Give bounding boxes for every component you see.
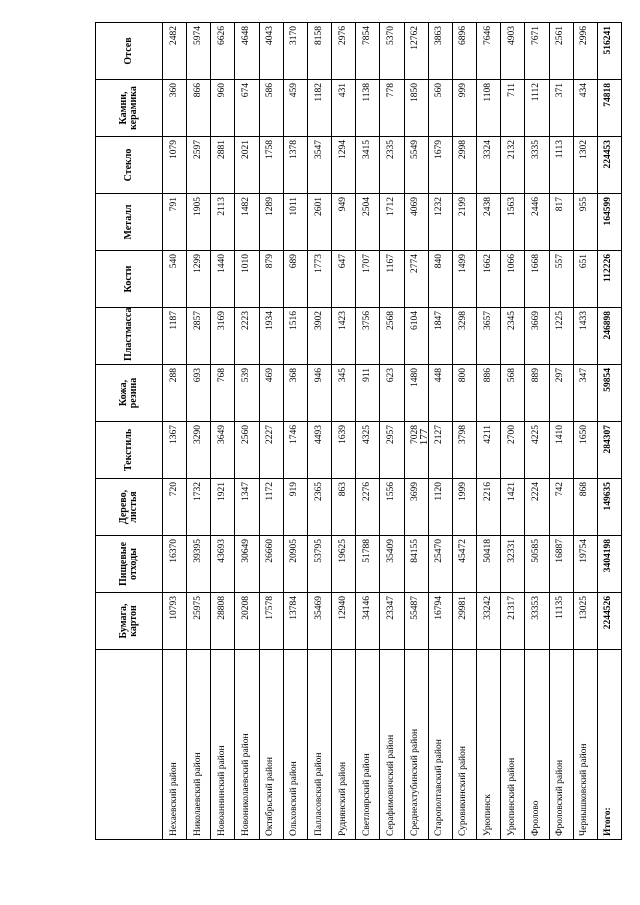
value-cell: 1516	[283, 308, 307, 365]
value-cell: 817	[549, 194, 573, 251]
table-row	[307, 23, 331, 840]
value-cell: 21317	[501, 593, 525, 650]
value-cell: 3699	[404, 479, 428, 536]
rotated-table-box	[95, 26, 622, 840]
value-cell: 1113	[549, 137, 573, 194]
value-cell: 1707	[356, 251, 380, 308]
value-cell: 1662	[477, 251, 501, 308]
value-cell: 2365	[307, 479, 331, 536]
value-cell: 7854	[356, 23, 380, 80]
value-cell: 2132	[501, 137, 525, 194]
value-cell: 2561	[549, 23, 573, 80]
value-cell: 539	[235, 365, 259, 422]
value-cell: 35409	[380, 536, 404, 593]
value-cell: 2216	[477, 479, 501, 536]
value-cell: 1011	[283, 194, 307, 251]
value-cell: 768	[211, 365, 235, 422]
value-cell: 1433	[573, 308, 597, 365]
total-value-cell: 284307	[597, 422, 621, 479]
value-cell: 1712	[380, 194, 404, 251]
value-cell: 1167	[380, 251, 404, 308]
value-cell: 1289	[259, 194, 283, 251]
value-cell: 28808	[211, 593, 235, 650]
value-cell: 1079	[163, 137, 187, 194]
value-cell: 2504	[356, 194, 380, 251]
value-cell: 3902	[307, 308, 331, 365]
value-cell: 2021	[235, 137, 259, 194]
total-value-cell: 149635	[597, 479, 621, 536]
value-cell: 288	[163, 365, 187, 422]
value-cell: 1499	[452, 251, 476, 308]
value-cell: 3669	[525, 308, 549, 365]
total-value-cell: 3404198	[597, 536, 621, 593]
value-cell: 1679	[428, 137, 452, 194]
value-cell: 1668	[525, 251, 549, 308]
value-cell: 434	[573, 80, 597, 137]
value-cell: 4069	[404, 194, 428, 251]
value-cell: 7646	[477, 23, 501, 80]
table-row	[452, 23, 476, 840]
district-name-cell: Новоаннинский район	[211, 650, 235, 840]
header-cell: Пластмасса	[96, 308, 163, 365]
header-cell: Кожа, резина	[96, 365, 163, 422]
table-row	[501, 23, 525, 840]
value-cell: 2560	[235, 422, 259, 479]
value-cell: 10793	[163, 593, 187, 650]
value-cell: 55487	[404, 593, 428, 650]
value-cell: 4493	[307, 422, 331, 479]
total-value-cell: 2244526	[597, 593, 621, 650]
value-cell: 1639	[332, 422, 356, 479]
total-value-cell: 224453	[597, 137, 621, 194]
value-cell: 1758	[259, 137, 283, 194]
value-cell: 25975	[187, 593, 211, 650]
header-cell: Камни, керамика	[96, 80, 163, 137]
district-name-cell: Фролово	[525, 650, 549, 840]
value-cell: 886	[477, 365, 501, 422]
table-row	[283, 23, 307, 840]
value-cell: 5549	[404, 137, 428, 194]
value-cell: 955	[573, 194, 597, 251]
value-cell: 347	[573, 365, 597, 422]
table-row	[235, 23, 259, 840]
total-value-cell: 59854	[597, 365, 621, 422]
value-cell: 5974	[187, 23, 211, 80]
value-cell: 34146	[356, 593, 380, 650]
header-cell: Стекло	[96, 137, 163, 194]
table-row	[259, 23, 283, 840]
table-row	[549, 23, 573, 840]
value-cell: 1999	[452, 479, 476, 536]
value-cell: 1182	[307, 80, 331, 137]
rotated-table-wrapper	[95, 26, 622, 840]
value-cell: 999	[452, 80, 476, 137]
value-cell: 1112	[525, 80, 549, 137]
value-cell: 45472	[452, 536, 476, 593]
header-cell: Металл	[96, 194, 163, 251]
value-cell: 946	[307, 365, 331, 422]
district-name-cell: Новониколаевский район	[235, 650, 259, 840]
value-cell: 11135	[549, 593, 573, 650]
table-row	[332, 23, 356, 840]
value-cell: 50585	[525, 536, 549, 593]
total-label-cell: Итого:	[597, 650, 621, 840]
value-cell: 1302	[573, 137, 597, 194]
value-cell: 540	[163, 251, 187, 308]
value-cell: 8158	[307, 23, 331, 80]
value-cell: 3335	[525, 137, 549, 194]
value-cell: 1225	[549, 308, 573, 365]
page-number: 177	[418, 428, 430, 446]
value-cell: 4903	[501, 23, 525, 80]
total-value-cell: 74818	[597, 80, 621, 137]
value-cell: 866	[187, 80, 211, 137]
value-cell: 919	[283, 479, 307, 536]
value-cell: 1773	[307, 251, 331, 308]
value-cell: 16794	[428, 593, 452, 650]
value-cell: 2601	[307, 194, 331, 251]
value-cell: 19754	[573, 536, 597, 593]
value-cell: 13784	[283, 593, 307, 650]
value-cell: 3649	[211, 422, 235, 479]
total-row	[597, 23, 621, 840]
value-cell: 6626	[211, 23, 235, 80]
value-cell: 863	[332, 479, 356, 536]
total-value-cell: 246898	[597, 308, 621, 365]
value-cell: 2113	[211, 194, 235, 251]
value-cell: 4225	[525, 422, 549, 479]
value-cell: 1921	[211, 479, 235, 536]
value-cell: 33353	[525, 593, 549, 650]
value-cell: 778	[380, 80, 404, 137]
value-cell: 1066	[501, 251, 525, 308]
value-cell: 29981	[452, 593, 476, 650]
value-cell: 2482	[163, 23, 187, 80]
value-cell: 431	[332, 80, 356, 137]
value-cell: 557	[549, 251, 573, 308]
total-value-cell: 112226	[597, 251, 621, 308]
value-cell: 469	[259, 365, 283, 422]
value-cell: 1905	[187, 194, 211, 251]
value-cell: 1847	[428, 308, 452, 365]
value-cell: 742	[549, 479, 573, 536]
value-cell: 568	[501, 365, 525, 422]
value-cell: 35469	[307, 593, 331, 650]
header-cell: Кости	[96, 251, 163, 308]
value-cell: 360	[163, 80, 187, 137]
value-cell: 4325	[356, 422, 380, 479]
value-cell: 791	[163, 194, 187, 251]
value-cell: 12762	[404, 23, 428, 80]
value-cell: 647	[332, 251, 356, 308]
table-row	[187, 23, 211, 840]
value-cell: 2700	[501, 422, 525, 479]
value-cell: 1367	[163, 422, 187, 479]
value-cell: 20208	[235, 593, 259, 650]
value-cell: 1172	[259, 479, 283, 536]
value-cell: 1423	[332, 308, 356, 365]
value-cell: 4211	[477, 422, 501, 479]
value-cell: 960	[211, 80, 235, 137]
value-cell: 1378	[283, 137, 307, 194]
table-row	[356, 23, 380, 840]
value-cell: 3863	[428, 23, 452, 80]
value-cell: 1563	[501, 194, 525, 251]
value-cell: 911	[356, 365, 380, 422]
value-cell: 720	[163, 479, 187, 536]
value-cell: 4648	[235, 23, 259, 80]
value-cell: 560	[428, 80, 452, 137]
value-cell: 84155	[404, 536, 428, 593]
district-name-cell: Урюпинский район	[501, 650, 525, 840]
value-cell: 459	[283, 80, 307, 137]
value-cell: 13025	[573, 593, 597, 650]
value-cell: 3547	[307, 137, 331, 194]
district-name-cell: Светлоярский район	[356, 650, 380, 840]
table-row	[477, 23, 501, 840]
value-cell: 33242	[477, 593, 501, 650]
value-cell: 3324	[477, 137, 501, 194]
value-cell: 1299	[187, 251, 211, 308]
value-cell: 17578	[259, 593, 283, 650]
value-cell: 3657	[477, 308, 501, 365]
value-cell: 1440	[211, 251, 235, 308]
header-cell: Текстиль	[96, 422, 163, 479]
value-cell: 6104	[404, 308, 428, 365]
header-cell: Пищевые отходы	[96, 536, 163, 593]
value-cell: 2335	[380, 137, 404, 194]
total-value-cell: 164599	[597, 194, 621, 251]
table-row	[211, 23, 235, 840]
value-cell: 2223	[235, 308, 259, 365]
value-cell: 7028	[404, 422, 428, 479]
value-cell: 949	[332, 194, 356, 251]
value-cell: 1347	[235, 479, 259, 536]
header-cell: Отсев	[96, 23, 163, 80]
district-name-cell: Руднянский район	[332, 650, 356, 840]
value-cell: 32331	[501, 536, 525, 593]
header-cell: Бумага, картон	[96, 593, 163, 650]
value-cell: 1187	[163, 308, 187, 365]
value-cell: 51788	[356, 536, 380, 593]
value-cell: 26660	[259, 536, 283, 593]
value-cell: 623	[380, 365, 404, 422]
value-cell: 1410	[549, 422, 573, 479]
value-cell: 3798	[452, 422, 476, 479]
table-row	[163, 23, 187, 840]
value-cell: 868	[573, 479, 597, 536]
value-cell: 2224	[525, 479, 549, 536]
value-cell: 1232	[428, 194, 452, 251]
value-cell: 25470	[428, 536, 452, 593]
value-cell: 2998	[452, 137, 476, 194]
value-cell: 3290	[187, 422, 211, 479]
table-row	[380, 23, 404, 840]
district-name-cell: Фроловский район	[549, 650, 573, 840]
district-name-cell: Ольховский район	[283, 650, 307, 840]
waste-composition-table	[95, 22, 622, 840]
value-cell: 7671	[525, 23, 549, 80]
value-cell: 39395	[187, 536, 211, 593]
value-cell: 6896	[452, 23, 476, 80]
district-name-cell: Николаевский район	[187, 650, 211, 840]
value-cell: 3169	[211, 308, 235, 365]
value-cell: 2597	[187, 137, 211, 194]
district-name-cell: Среднеахтубинский район	[404, 650, 428, 840]
value-cell: 5370	[380, 23, 404, 80]
value-cell: 1010	[235, 251, 259, 308]
value-cell: 2976	[332, 23, 356, 80]
value-cell: 2996	[573, 23, 597, 80]
value-cell: 53795	[307, 536, 331, 593]
total-value-cell: 516241	[597, 23, 621, 80]
value-cell: 1421	[501, 479, 525, 536]
value-cell: 368	[283, 365, 307, 422]
value-cell: 693	[187, 365, 211, 422]
value-cell: 586	[259, 80, 283, 137]
value-cell: 2345	[501, 308, 525, 365]
value-cell: 689	[283, 251, 307, 308]
table-row	[525, 23, 549, 840]
value-cell: 674	[235, 80, 259, 137]
value-cell: 651	[573, 251, 597, 308]
district-name-cell: Октябрьский район	[259, 650, 283, 840]
value-cell: 16370	[163, 536, 187, 593]
value-cell: 1108	[477, 80, 501, 137]
table-row	[573, 23, 597, 840]
district-name-cell: Суровикинский район	[452, 650, 476, 840]
value-cell: 2568	[380, 308, 404, 365]
value-cell: 50418	[477, 536, 501, 593]
value-cell: 2857	[187, 308, 211, 365]
value-cell: 3756	[356, 308, 380, 365]
value-cell: 711	[501, 80, 525, 137]
value-cell: 1480	[404, 365, 428, 422]
value-cell: 1650	[573, 422, 597, 479]
table-header-row	[96, 23, 163, 840]
value-cell: 4043	[259, 23, 283, 80]
value-cell: 16887	[549, 536, 573, 593]
value-cell: 2199	[452, 194, 476, 251]
value-cell: 30649	[235, 536, 259, 593]
value-cell: 2127	[428, 422, 452, 479]
value-cell: 20905	[283, 536, 307, 593]
value-cell: 1850	[404, 80, 428, 137]
value-cell: 3170	[283, 23, 307, 80]
value-cell: 1934	[259, 308, 283, 365]
value-cell: 889	[525, 365, 549, 422]
value-cell: 2276	[356, 479, 380, 536]
district-name-cell: Чернышковский район	[573, 650, 597, 840]
value-cell: 1482	[235, 194, 259, 251]
value-cell: 2957	[380, 422, 404, 479]
district-name-cell: Старополтавский район	[428, 650, 452, 840]
header-cell: Дерево, листья	[96, 479, 163, 536]
value-cell: 371	[549, 80, 573, 137]
value-cell: 448	[428, 365, 452, 422]
value-cell: 800	[452, 365, 476, 422]
value-cell: 2446	[525, 194, 549, 251]
value-cell: 1732	[187, 479, 211, 536]
value-cell: 2227	[259, 422, 283, 479]
value-cell: 1138	[356, 80, 380, 137]
district-name-cell: Нехаевский район	[163, 650, 187, 840]
value-cell: 2774	[404, 251, 428, 308]
value-cell: 12940	[332, 593, 356, 650]
value-cell: 1120	[428, 479, 452, 536]
value-cell: 345	[332, 365, 356, 422]
value-cell: 1294	[332, 137, 356, 194]
value-cell: 43693	[211, 536, 235, 593]
value-cell: 840	[428, 251, 452, 308]
value-cell: 2438	[477, 194, 501, 251]
value-cell: 19625	[332, 536, 356, 593]
district-name-cell: Палласовский район	[307, 650, 331, 840]
header-cell-name	[96, 650, 163, 840]
value-cell: 1556	[380, 479, 404, 536]
table-body	[163, 23, 622, 840]
value-cell: 879	[259, 251, 283, 308]
value-cell: 2881	[211, 137, 235, 194]
value-cell: 23347	[380, 593, 404, 650]
value-cell: 1746	[283, 422, 307, 479]
district-name-cell: Серафимовичский район	[380, 650, 404, 840]
value-cell: 3415	[356, 137, 380, 194]
value-cell: 3298	[452, 308, 476, 365]
value-cell: 297	[549, 365, 573, 422]
district-name-cell: Урюпинск	[477, 650, 501, 840]
